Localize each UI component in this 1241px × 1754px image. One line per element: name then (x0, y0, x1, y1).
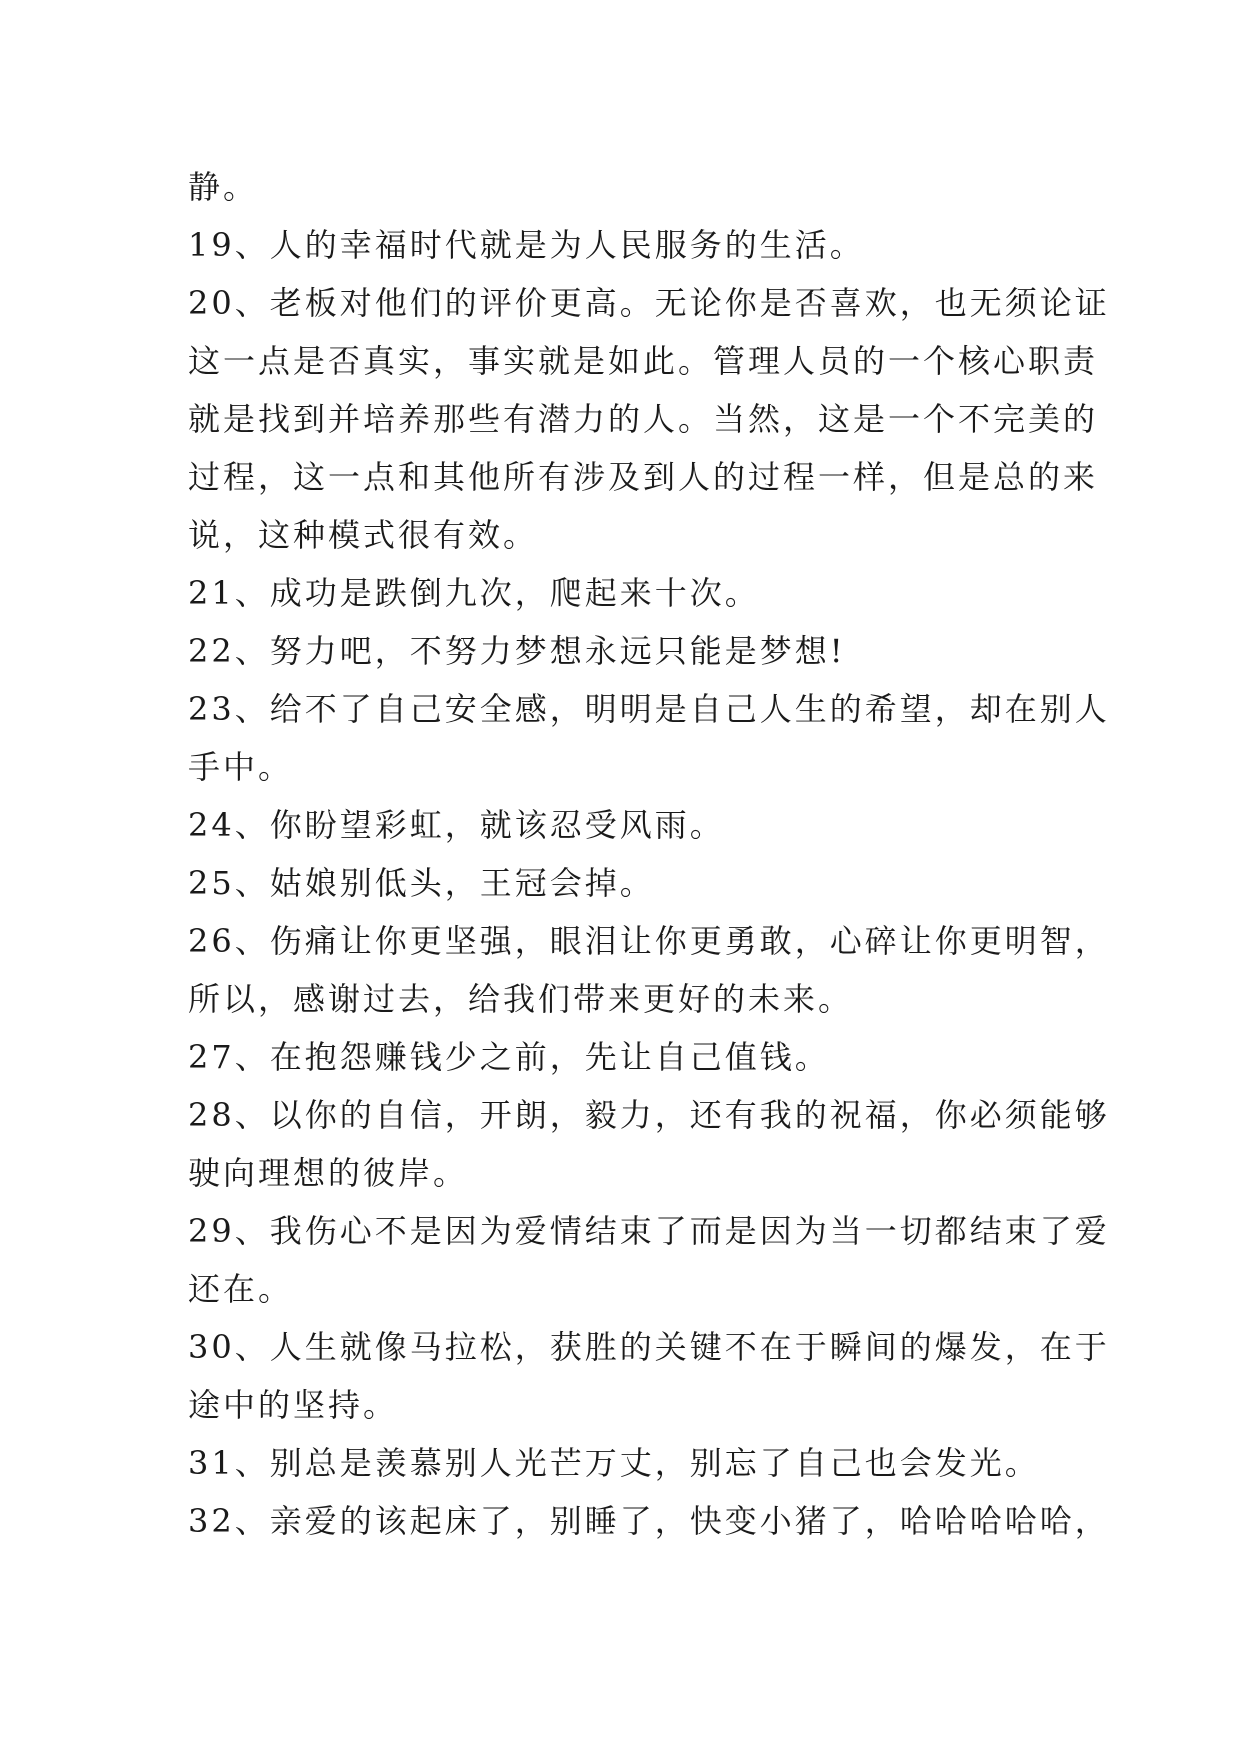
quote-26-line-2: 所以，感谢过去，给我们带来更好的未来。 (188, 980, 854, 1018)
quote-29-line-1: 29、我伤心不是因为爱情结束了而是因为当一切都结束了爱 (188, 1212, 1110, 1250)
quote-20-line-3: 就是找到并培养那些有潜力的人。当然，这是一个不完美的 (188, 400, 1099, 438)
quote-25: 25、姑娘别低头，王冠会掉。 (188, 864, 655, 902)
quote-31: 31、别总是羡慕别人光芒万丈，别忘了自己也会发光。 (188, 1444, 1040, 1482)
quote-28-line-2: 驶向理想的彼岸。 (188, 1154, 469, 1192)
quote-19: 19、人的幸福时代就是为人民服务的生活。 (188, 226, 865, 264)
quote-20-line-5: 说，这种模式很有效。 (188, 516, 539, 554)
quote-24: 24、你盼望彩虹，就该忍受风雨。 (188, 806, 725, 844)
quote-29-line-2: 还在。 (188, 1270, 294, 1308)
quote-20-line-4: 过程，这一点和其他所有涉及到人的过程一样，但是总的来 (188, 458, 1099, 496)
quote-28-line-1: 28、以你的自信，开朗，毅力，还有我的祝福，你必须能够 (188, 1096, 1110, 1134)
text-line: 静。 (188, 168, 259, 206)
quote-20-line-2: 这一点是否真实，事实就是如此。管理人员的一个核心职责 (188, 342, 1099, 380)
quote-23-line-1: 23、给不了自己安全感，明明是自己人生的希望，却在别人 (188, 690, 1110, 728)
quote-26-line-1: 26、伤痛让你更坚强，眼泪让你更勇敢，心碎让你更明智， (188, 922, 1110, 960)
quote-list (188, 158, 1110, 1550)
quote-21: 21、成功是跌倒九次，爬起来十次。 (188, 574, 760, 612)
quote-27: 27、在抱怨赚钱少之前，先让自己值钱。 (188, 1038, 830, 1076)
quote-22: 22、努力吧，不努力梦想永远只能是梦想! (188, 632, 846, 670)
quote-30-line-1: 30、人生就像马拉松，获胜的关键不在于瞬间的爆发，在于 (188, 1328, 1110, 1366)
quote-30-line-2: 途中的坚持。 (188, 1386, 399, 1424)
quote-23-line-2: 手中。 (188, 748, 294, 786)
quote-32: 32、亲爱的该起床了，别睡了，快变小猪了，哈哈哈哈哈， (188, 1502, 1110, 1540)
quote-20-line-1: 20、老板对他们的评价更高。无论你是否喜欢，也无须论证 (188, 284, 1110, 322)
